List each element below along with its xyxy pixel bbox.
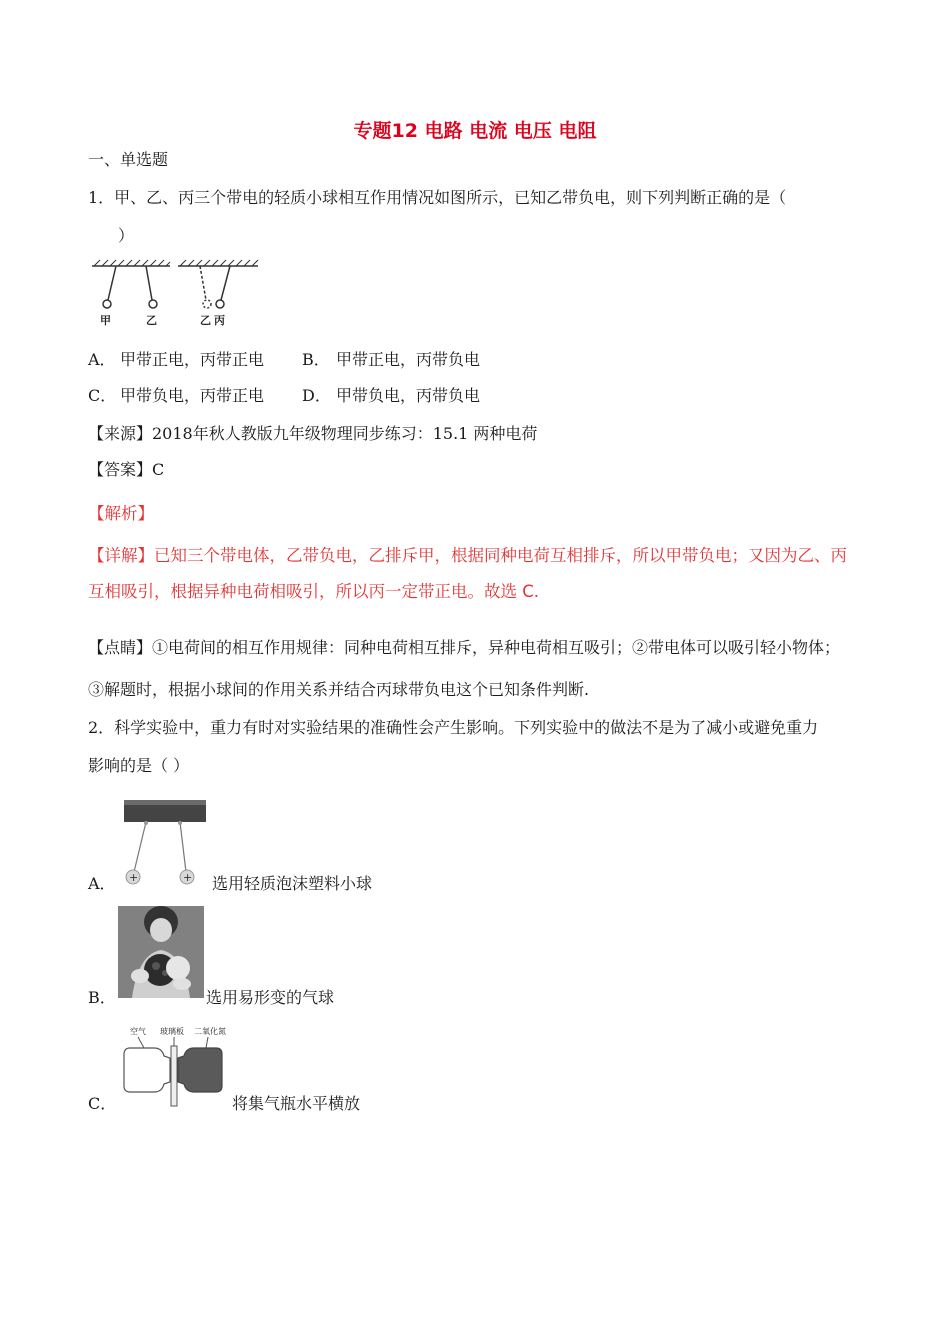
q1-option-b: 甲带正电，丙带负电 [336, 350, 481, 369]
label-glass-plate: 玻璃板 [160, 1027, 184, 1036]
q2-option-a-letter: A． [88, 874, 116, 893]
label-air: 空气 [130, 1027, 146, 1036]
q1-source: 【来源】2018年秋人教版九年级物理同步练习：15.1 两种电荷 [88, 424, 538, 443]
plus-sign-left: + [129, 871, 139, 884]
q1-option-c: 甲带负电，丙带正电 [120, 386, 265, 405]
q1-note-line1: 【点睛】①电荷间的相互作用规律：同种电荷相互排斥，异种电荷相互吸引；②带电体可以吸引轻小物体； [88, 638, 841, 657]
q1-answer: 【答案】C [88, 460, 165, 479]
q2-option-c-letter: C． [88, 1094, 117, 1113]
page-title: 专题12 电路 电流 电压 电阻 [353, 120, 597, 142]
label-bing: 丙 [214, 314, 225, 327]
q1-option-c-letter: C． [88, 386, 117, 405]
q1-option-a: 甲带正电，丙带正电 [120, 350, 265, 369]
q1-analysis-header: 【解析】 [88, 504, 154, 523]
q1-detail-line1: 【详解】已知三个带电体，乙带负电，乙排斥甲，根据同种电荷互相排斥，所以甲带负电；又因为乙、丙 [88, 546, 847, 565]
label-no2: 二氧化氮 [194, 1027, 226, 1036]
label-yi: 乙 [146, 314, 157, 327]
q2-option-b-letter: B． [88, 988, 116, 1007]
q2-balloon-photo [118, 906, 204, 998]
label-yi-2: 乙 [200, 314, 211, 327]
q2-stem-line2: 影响的是（ ） [88, 756, 190, 775]
q2-foam-balls-figure [120, 798, 210, 890]
q1-option-d: 甲带负电，丙带负电 [336, 386, 481, 405]
q1-stem-line1: 1．甲、乙、丙三个带电的轻质小球相互作用情况如图所示，已知乙带负电，则下列判断正确的是（ [88, 188, 787, 207]
q1-option-b-letter: B． [302, 350, 330, 369]
q1-stem-line2: ） [118, 226, 135, 245]
q1-pendulum-figure [88, 258, 263, 330]
q2-option-a: 选用轻质泡沫塑料小球 [212, 874, 373, 893]
q1-option-d-letter: D． [302, 386, 331, 405]
q2-option-c: 将集气瓶水平横放 [232, 1094, 361, 1113]
q2-gas-bottles-figure [118, 1024, 230, 1112]
label-jia: 甲 [100, 314, 111, 327]
q1-detail-line2: 互相吸引，根据异种电荷相吸引，所以丙一定带正电。故选 C. [88, 582, 540, 601]
q2-stem-line1: 2．科学实验中，重力有时对实验结果的准确性会产生影响。下列实验中的做法不是为了减小或避免重力 [88, 718, 819, 737]
q1-option-a-letter: A． [88, 350, 116, 369]
plus-sign-right: + [183, 871, 193, 884]
q1-note-line2: ③解题时，根据小球间的作用关系并结合丙球带负电这个已知条件判断. [88, 680, 590, 699]
q2-option-b: 选用易形变的气球 [206, 988, 335, 1007]
section-heading: 一、单选题 [88, 150, 169, 169]
